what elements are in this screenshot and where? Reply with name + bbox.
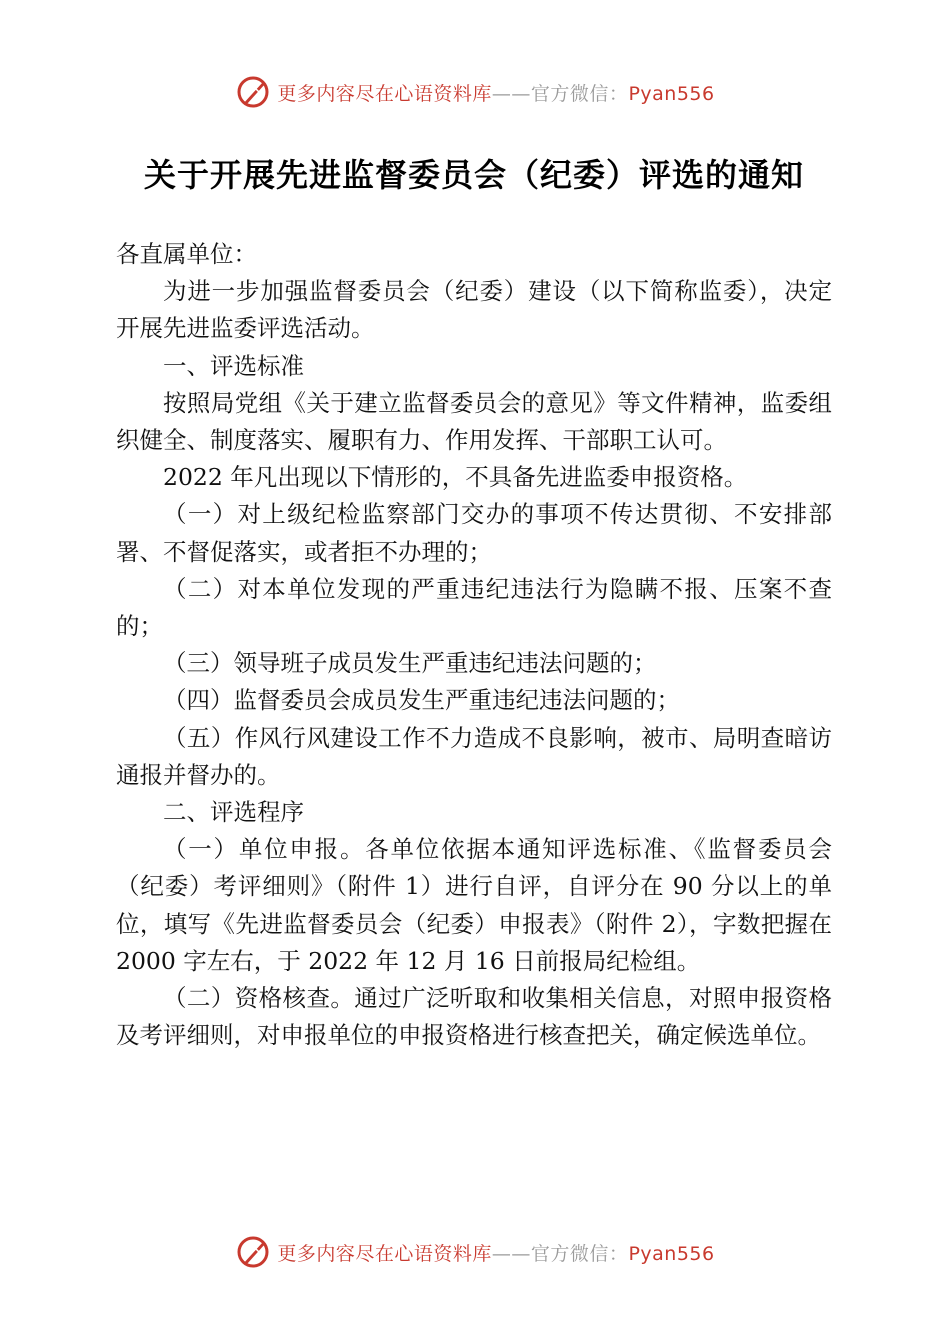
list-item: （一）单位申报。各单位依据本通知评选标准、《监督委员会（纪委）考评细则》（附件 1）进行自评，自评分在 90 分以上的单位，填写《先进监督委员会（纪委）申报表》（附件 2），字数把握在 2000 字左右，于 2022 年 12 月 16 日前报局纪检组。 bbox=[116, 835, 832, 975]
watermark-main: 更多内容尽在心语资料库 bbox=[277, 1242, 492, 1265]
watermark-main: 更多内容尽在心语资料库 bbox=[277, 82, 492, 105]
watermark-dash: —— bbox=[491, 1242, 531, 1265]
document-body bbox=[116, 150, 832, 1054]
watermark-id: Pyan556 bbox=[628, 1242, 715, 1265]
list-item: （二）对本单位发现的严重违纪违法行为隐瞒不报、压案不查的； bbox=[116, 574, 832, 641]
quill-logo-icon bbox=[235, 1234, 271, 1270]
watermark-label: 官方微信： bbox=[530, 1242, 629, 1265]
watermark-id: Pyan556 bbox=[628, 82, 715, 105]
watermark-text bbox=[277, 79, 714, 106]
list-item: （二）资格核查。通过广泛听取和收集相关信息，对照申报资格及考评细则，对申报单位的申报资格进行核查把关，确定候选单位。 bbox=[116, 984, 832, 1050]
paragraph: 2022 年凡出现以下情形的，不具备先进监委申报资格。 bbox=[163, 463, 748, 492]
list-item: （一）对上级纪检监察部门交办的事项不传达贯彻、不安排部署、不督促落实，或者拒不办理的； bbox=[116, 500, 832, 566]
section-heading: 二、评选程序 bbox=[163, 798, 304, 827]
list-item: （四）监督委员会成员发生严重违纪违法问题的； bbox=[163, 686, 680, 715]
watermark-text bbox=[277, 1239, 714, 1266]
paragraph: 为进一步加强监督委员会（纪委）建设（以下简称监委），决定开展先进监委评选活动。 bbox=[116, 277, 832, 343]
watermark-dash: —— bbox=[491, 82, 531, 105]
paragraph: 按照局党组《关于建立监督委员会的意见》等文件精神，监委组织健全、制度落实、履职有力、作用发挥、干部职工认可。 bbox=[116, 388, 832, 455]
list-item: （三）领导班子成员发生严重违纪违法问题的； bbox=[163, 649, 657, 678]
watermark-footer bbox=[0, 1232, 950, 1272]
watermark-header bbox=[0, 72, 950, 112]
quill-logo-icon bbox=[235, 74, 271, 110]
salutation: 各直属单位： bbox=[116, 240, 257, 268]
section-heading: 一、评选标准 bbox=[163, 351, 304, 380]
watermark-label: 官方微信： bbox=[530, 82, 629, 105]
document-title: 关于开展先进监督委员会（纪委）评选的通知 bbox=[143, 156, 804, 194]
list-item: （五）作风行风建设工作不力造成不良影响，被市、局明查暗访通报并督办的。 bbox=[116, 723, 832, 789]
